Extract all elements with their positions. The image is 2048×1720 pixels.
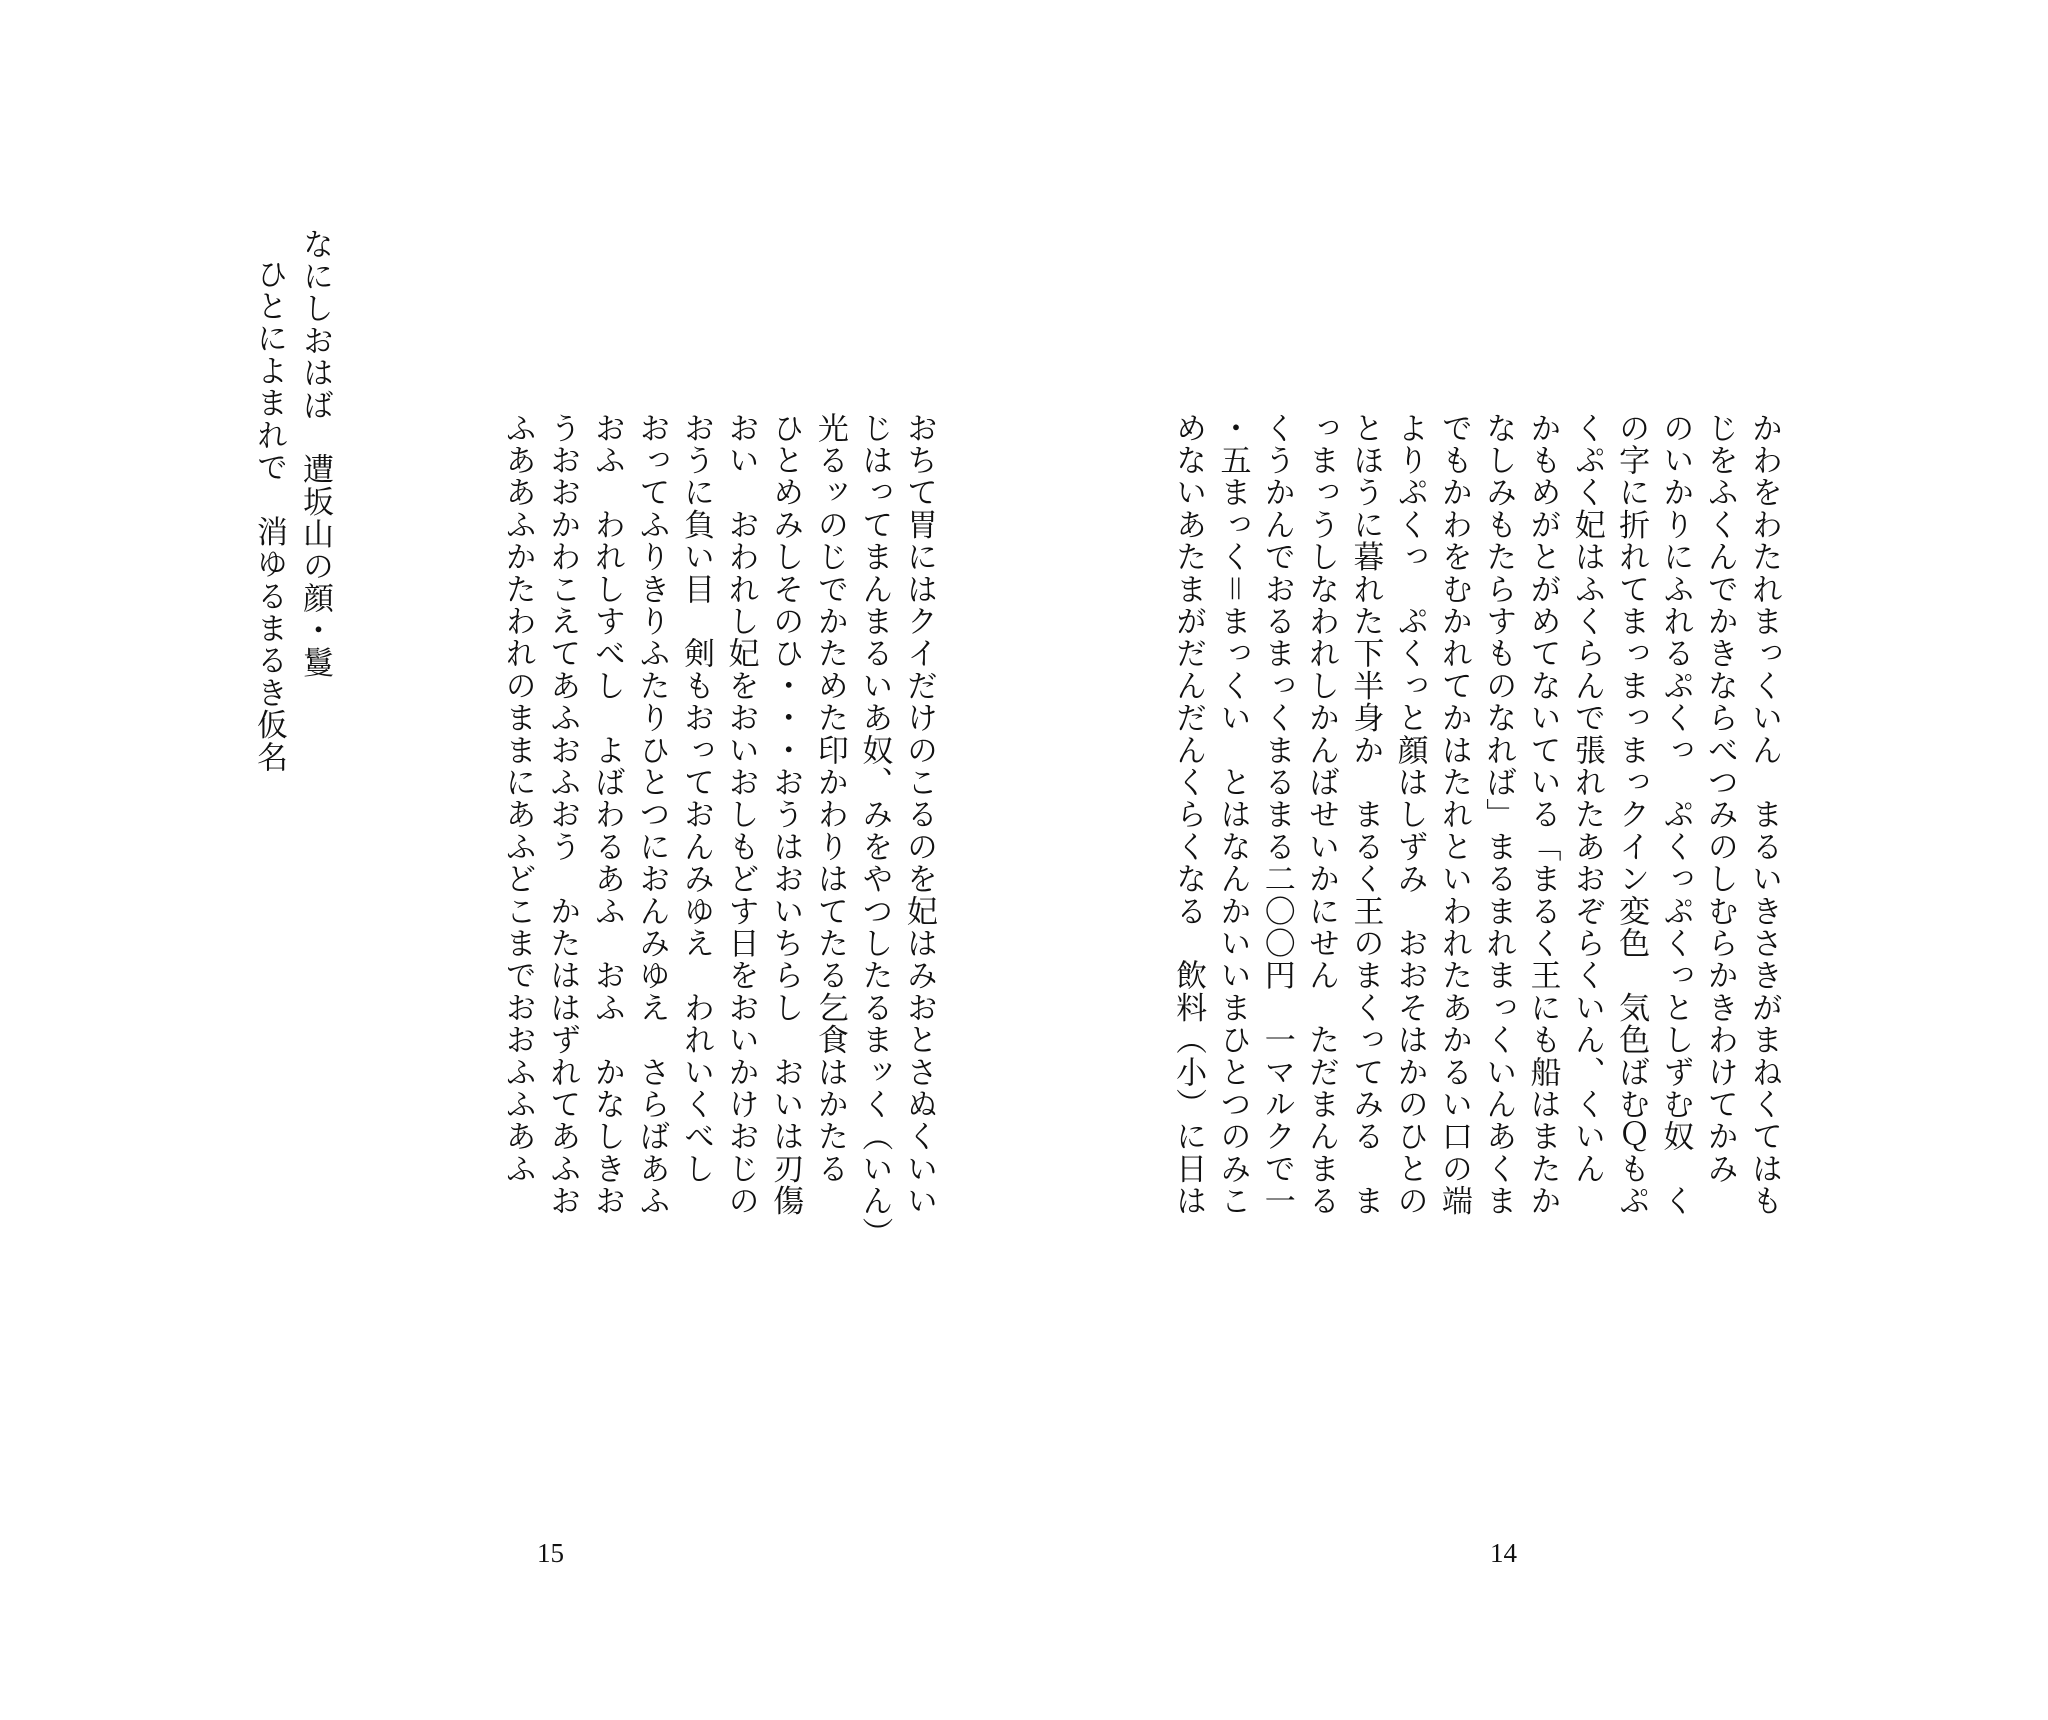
- text-line: ひとめみしそのひ・・・おうはおいちらし おいは刃傷: [767, 412, 804, 1217]
- text-line: の字に折れてまっまっまっクイン変色 気色ばむＱもぷ: [1613, 412, 1650, 1217]
- text-line: くうかんでおるまっくまるまる二〇〇円 一マルクで一: [1258, 412, 1295, 1217]
- epigraph-line-1: なにしおはば 遭坂山の顔・鬘: [297, 228, 333, 679]
- text-line: おちて胃にはクイだけのこるのを妃はみおとさぬくいい: [901, 412, 937, 1217]
- text-line: でもかわをむかれてかはたれといわれたあかるい口の端: [1435, 412, 1472, 1217]
- text-line: 光るッのじでかためた印かわりはてたる乞食はかたる: [811, 412, 848, 1185]
- text-line: なしみもたらすものなれば」まるまれまっくいんあくま: [1480, 412, 1517, 1217]
- body-text-page-14: [1166, 412, 1786, 1217]
- text-line: じはってまんまるいあ奴、みをやつしたるまッく（いん）: [856, 412, 893, 1250]
- text-line: じをふくんでかきならべつみのしむらかきわけてかみ: [1701, 412, 1738, 1185]
- page-14: [1024, 0, 2048, 1720]
- page-number: 15: [537, 1538, 564, 1568]
- text-line: おうに負い目 剣もおっておんみゆえ われいくべし: [678, 412, 715, 1185]
- body-text-page-15: [495, 412, 941, 1249]
- text-line: のいかりにふれるぷくっ ぷくっぷくっとしずむ奴 く: [1657, 412, 1694, 1217]
- text-line: おってふりきりふたりひとつにおんみゆえ さらばあふ: [633, 412, 670, 1217]
- text-line: とほうに暮れた下半身か まるく王のまくってみる ま: [1347, 412, 1384, 1217]
- text-line: っまっうしなわれしかんばせいかにせん ただまんまる: [1303, 412, 1340, 1217]
- text-line: くぷく妃はふくらんで張れたあおぞらくいん、くいん: [1568, 412, 1605, 1185]
- text-line: うおおかわこえてあふおふおう かたははずれてあふお: [544, 412, 581, 1217]
- text-line: おふ われしすべし よばわるあふ おふ かなしきお: [588, 412, 625, 1217]
- text-line: おい おわれし妃をおいおしもどす日をおいかけおじの: [722, 412, 759, 1217]
- text-line: かもめがとがめてないている「まるく王にも船はまたか: [1524, 412, 1561, 1217]
- text-line: よりぷくっ ぷくっと顔はしずみ おおそはかのひとの: [1391, 412, 1428, 1217]
- text-line: かわをわたれまっくいん まるいきさきがまねくてはも: [1746, 412, 1782, 1217]
- epigraph-line-2: ひとによまれで 消ゆるまるき仮名: [251, 258, 287, 774]
- text-line: めないあたまがだんだんくらくなる 飲料（小）に日は: [1170, 412, 1207, 1217]
- page-number: 14: [1490, 1538, 1517, 1568]
- text-line: ふああふかたわれのままにあふどこまでおおふふあふ: [499, 412, 536, 1185]
- epigraph: [246, 228, 338, 773]
- text-line: ・五まっく＝まっくい とはなんかいいまひとつのみこ: [1214, 412, 1251, 1217]
